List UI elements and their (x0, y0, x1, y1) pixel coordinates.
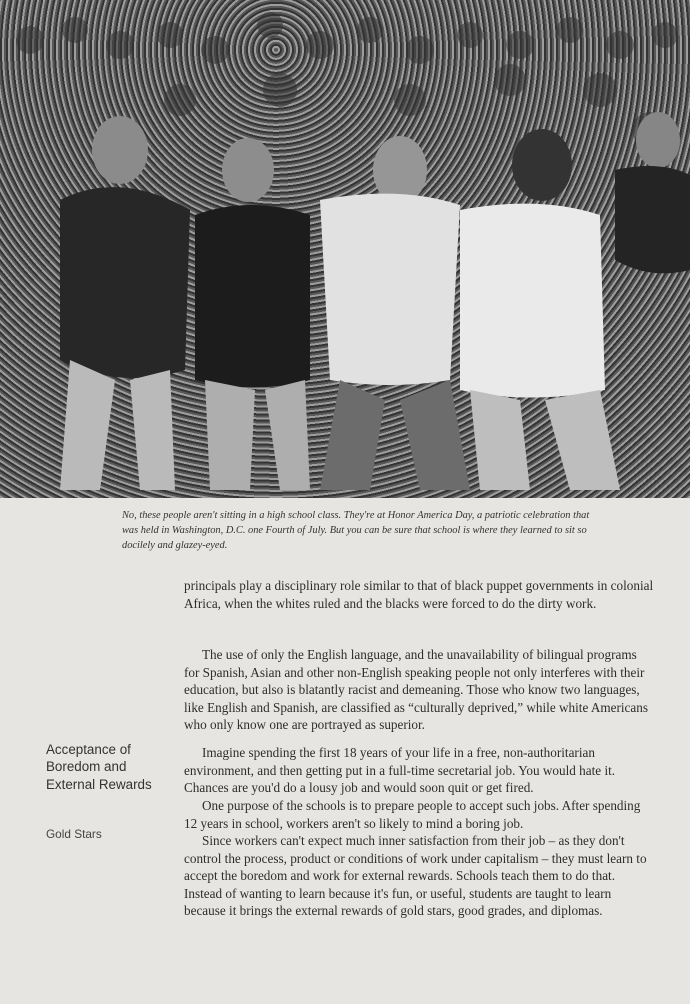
paragraph-imagine: Imagine spending the first 18 years of your life in a free, non-authoritarian environment, and then getting put in a full-time secretarial job. You would hate it. Chances are you'd do a lousy job and would soon quit or get fired. (184, 745, 616, 796)
paragraph-english-language: The use of only the English language, and the unavailability of bilingual programs for Spanish, Asian and other non-English speaking people not only interferes with their education, but also is blatantly racist and demeaning. Those who know two languages, like English and Spanish, are classified as “culturally deprived,” while white Americans who only know one are portrayed as superior. (184, 647, 648, 733)
paragraph-purpose: One purpose of the schools is to prepare people to accept such jobs. After spending 12 years in school, workers aren't so likely to mind a boring job. (184, 798, 641, 831)
crowd-illustration (0, 0, 690, 498)
crowd-photo (0, 0, 690, 498)
paragraph-external-rewards: Since workers can't expect much inner satisfaction from their job – as they don't control the process, product or conditions of work under capitalism – they must learn to accept the boredom and work for external rewards. Schools teach them to do that. Instead of wanting to learn because it's fun, or useful, students are taught to learn because it brings the external rewards of gold stars, good grades, and diplomas. (184, 833, 647, 919)
photo-caption: No, these people aren't sitting in a high school class. They're at Honor America Day, a patriotic celebration that was held in Washington, D.C. one Fourth of July. But you can be sure that school is where they learned to sit so docilely and glazey-eyed. (122, 510, 590, 551)
section-heading: Acceptance of Boredom and External Rewards (46, 742, 152, 792)
section-subheading: Gold Stars (46, 827, 102, 841)
paragraph-principals: principals play a disciplinary role similar to that of black puppet governments in colonial Africa, when the whites ruled and the blacks were forced to do the dirty work. (184, 578, 654, 611)
